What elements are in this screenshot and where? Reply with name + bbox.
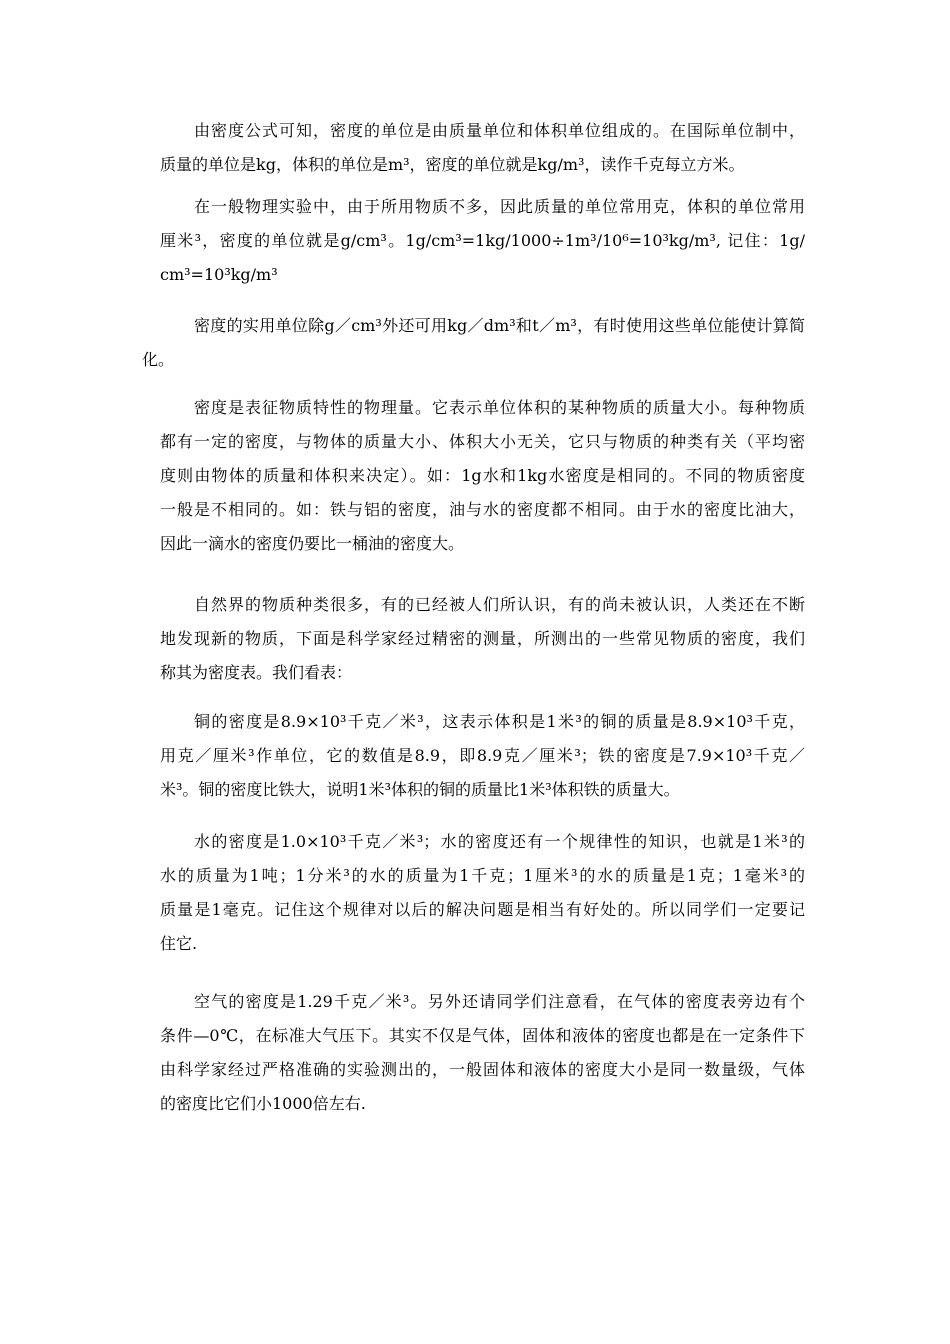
text-line: 条件—0℃，在标准大气压下。其实不仅是气体，固体和液体的密度也都是在一定条件下 bbox=[160, 1026, 805, 1045]
text-line: 质量的单位是kg，体积的单位是m³，密度的单位就是kg/m³，读作千克每立方米。 bbox=[160, 155, 745, 174]
paragraph-practical-units bbox=[142, 309, 805, 377]
text-line: 住它. bbox=[160, 934, 198, 953]
text-line: 厘米³，密度的单位就是g/cm³。1g/cm³=1kg/1000÷1m³/10⁶=10³kg/m³, 记住：1g/ bbox=[160, 231, 805, 250]
text-line: 的密度比它们小1000倍左右. bbox=[160, 1094, 366, 1113]
text-line: 米³。铜的密度比铁大，说明1米³体积的铜的质量比1米³体积铁的质量大。 bbox=[160, 780, 680, 799]
text-line: 质量是1毫克。记住这个规律对以后的解决问题是相当有好处的。所以同学们一定要记 bbox=[160, 900, 805, 919]
text-line: 由密度公式可知，密度的单位是由质量单位和体积单位组成的。在国际单位制中， bbox=[194, 121, 805, 140]
text-line: 水的密度是1.0×10³千克／米³；水的密度还有一个规律性的知识，也就是1米³的 bbox=[194, 832, 805, 851]
paragraph-density-table-intro bbox=[160, 588, 805, 690]
text-line: 铜的密度是8.9×10³千克／米³，这表示体积是1米³的铜的质量是8.9×10³千克， bbox=[194, 712, 805, 731]
text-line: 度则由物体的质量和体积来决定）。如：1g水和1kg水密度是相同的。不同的物质密度 bbox=[160, 466, 805, 485]
paragraph-density-unit bbox=[160, 114, 805, 182]
paragraph-lab-units bbox=[160, 190, 805, 292]
text-line: 一般是不相同的。如：铁与铝的密度，油与水的密度都不相同。由于水的密度比油大， bbox=[160, 500, 805, 519]
text-line: 称其为密度表。我们看表： bbox=[160, 663, 353, 682]
text-line: 地发现新的物质，下面是科学家经过精密的测量，所测出的一些常见物质的密度，我们 bbox=[160, 629, 805, 648]
text-line: 用克／厘米³作单位，它的数值是8.9，即8.9克／厘米³；铁的密度是7.9×10³千克／ bbox=[160, 746, 805, 765]
text-line: cm³=10³kg/m³ bbox=[160, 265, 278, 284]
paragraph-density-property bbox=[160, 391, 805, 561]
text-line: 密度是表征物质特性的物理量。它表示单位体积的某种物质的质量大小。每种物质 bbox=[194, 398, 805, 417]
text-line: 空气的密度是1.29千克／米³。另外还请同学们注意看，在气体的密度表旁边有个 bbox=[194, 992, 805, 1011]
paragraph-air-density bbox=[160, 985, 805, 1121]
text-line: 在一般物理实验中，由于所用物质不多，因此质量的单位常用克，体积的单位常用 bbox=[194, 197, 805, 216]
text-line: 自然界的物质种类很多，有的已经被人们所认识，有的尚未被认识，人类还在不断 bbox=[194, 595, 805, 614]
paragraph-water-density bbox=[160, 825, 805, 961]
text-line: 由科学家经过严格准确的实验测出的，一般固体和液体的密度大小是同一数量级，气体 bbox=[160, 1060, 805, 1079]
text-line: 化。 bbox=[142, 350, 175, 369]
text-line: 都有一定的密度，与物体的质量大小、体积大小无关，它只与物质的种类有关（平均密 bbox=[160, 432, 805, 451]
text-line: 水的质量为1吨；1分米³的水的质量为1千克；1厘米³的水的质量是1克；1毫米³的 bbox=[160, 866, 805, 885]
text-line: 因此一滴水的密度仍要比一桶油的密度大。 bbox=[160, 534, 465, 553]
text-line: 密度的实用单位除g／cm³外还可用kg／dm³和t／m³，有时使用这些单位能使计算简 bbox=[194, 316, 805, 335]
paragraph-copper-iron bbox=[160, 705, 805, 807]
